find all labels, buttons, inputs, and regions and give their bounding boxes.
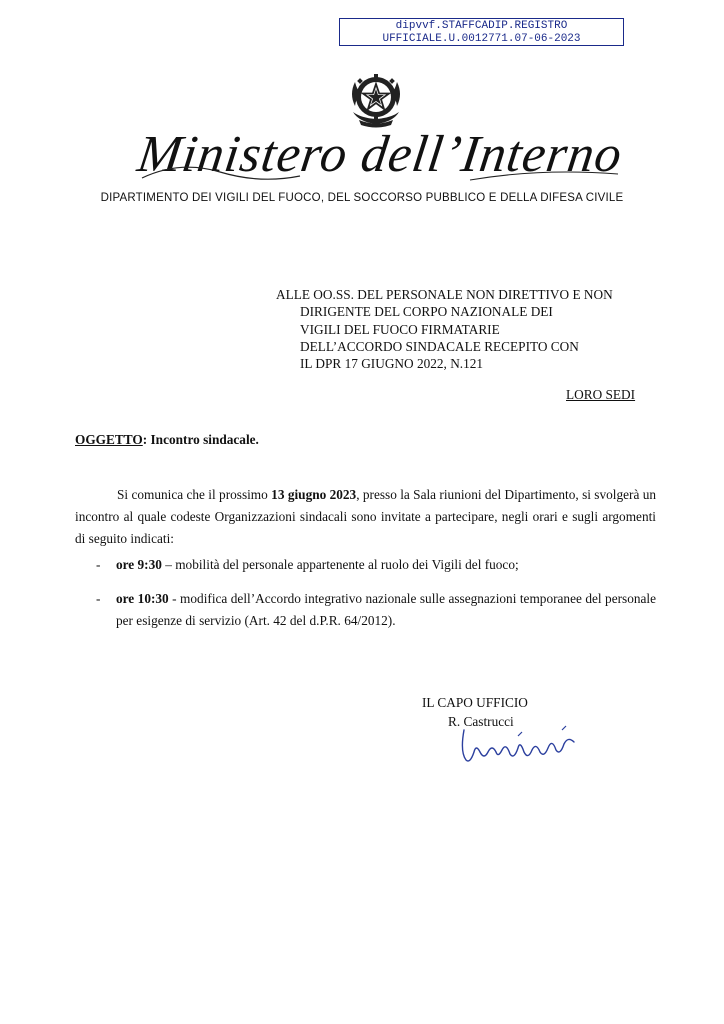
handwritten-signature (458, 722, 583, 770)
meeting-date: 13 giugno 2023 (271, 487, 357, 502)
subject-colon: : (142, 432, 148, 447)
signatory-title: IL CAPO UFFICIO (422, 695, 528, 710)
recipients-block (276, 286, 649, 372)
recipient-line: DELL’ACCORDO SINDACALE RECEPITO CON (300, 338, 579, 354)
letter-body (75, 484, 656, 644)
protocol-line-2: UFFICIALE.U.0012771.07-06-2023 (382, 32, 581, 45)
agenda-list (75, 554, 656, 632)
recipient-line: IL DPR 17 GIUGNO 2022, N.121 (300, 356, 484, 372)
loro-sedi: LORO SEDI (566, 387, 636, 402)
ministry-title: Ministero dell’Interno (134, 126, 626, 183)
recipient-line: ALLE OO.SS. DEL PERSONALE NON DIRETTIVO E NON (276, 287, 613, 302)
intro-paragraph: Si comunica che il prossimo 13 giugno 2023, presso la Sala riunioni del Dipartimento, si svolgerà un incontro al quale codeste Organizzazioni sindacali sono invitate a partecipare, negli orari e sugli argomenti di seguito indicati: (75, 487, 657, 546)
protocol-stamp (339, 18, 624, 46)
agenda-time: ore 9:30 (116, 557, 162, 572)
recipient-line: DIRIGENTE DEL CORPO NAZIONALE DEI (300, 304, 553, 320)
recipient-line: VIGILI DEL FUOCO FIRMATARIE (300, 321, 500, 337)
signatory-name: R. Castrucci (448, 714, 514, 729)
subject-label: OGGETTO (75, 432, 143, 447)
agenda-item: - ore 9:30 – mobilità del personale appartenente al ruolo dei Vigili del fuoco; (96, 557, 519, 572)
subject-line (75, 432, 259, 448)
calligraphic-flourish (140, 150, 620, 190)
protocol-line-1: dipvvf.STAFFCADIP.REGISTRO (395, 20, 568, 32)
agenda-item: - ore 10:30 - modifica dell’Accordo integrativo nazionale sulle assegnazioni temporanee del personale per esigenze di servizio (Art. 42 del d.P.R. 64/2012). (96, 591, 656, 628)
department-name: DIPARTIMENTO DEI VIGILI DEL FUOCO, DEL SOCCORSO PUBBLICO E DELLA DIFESA CIVILE (100, 192, 624, 204)
subject-text: Incontro sindacale. (147, 432, 259, 447)
agenda-time: ore 10:30 (116, 591, 169, 606)
